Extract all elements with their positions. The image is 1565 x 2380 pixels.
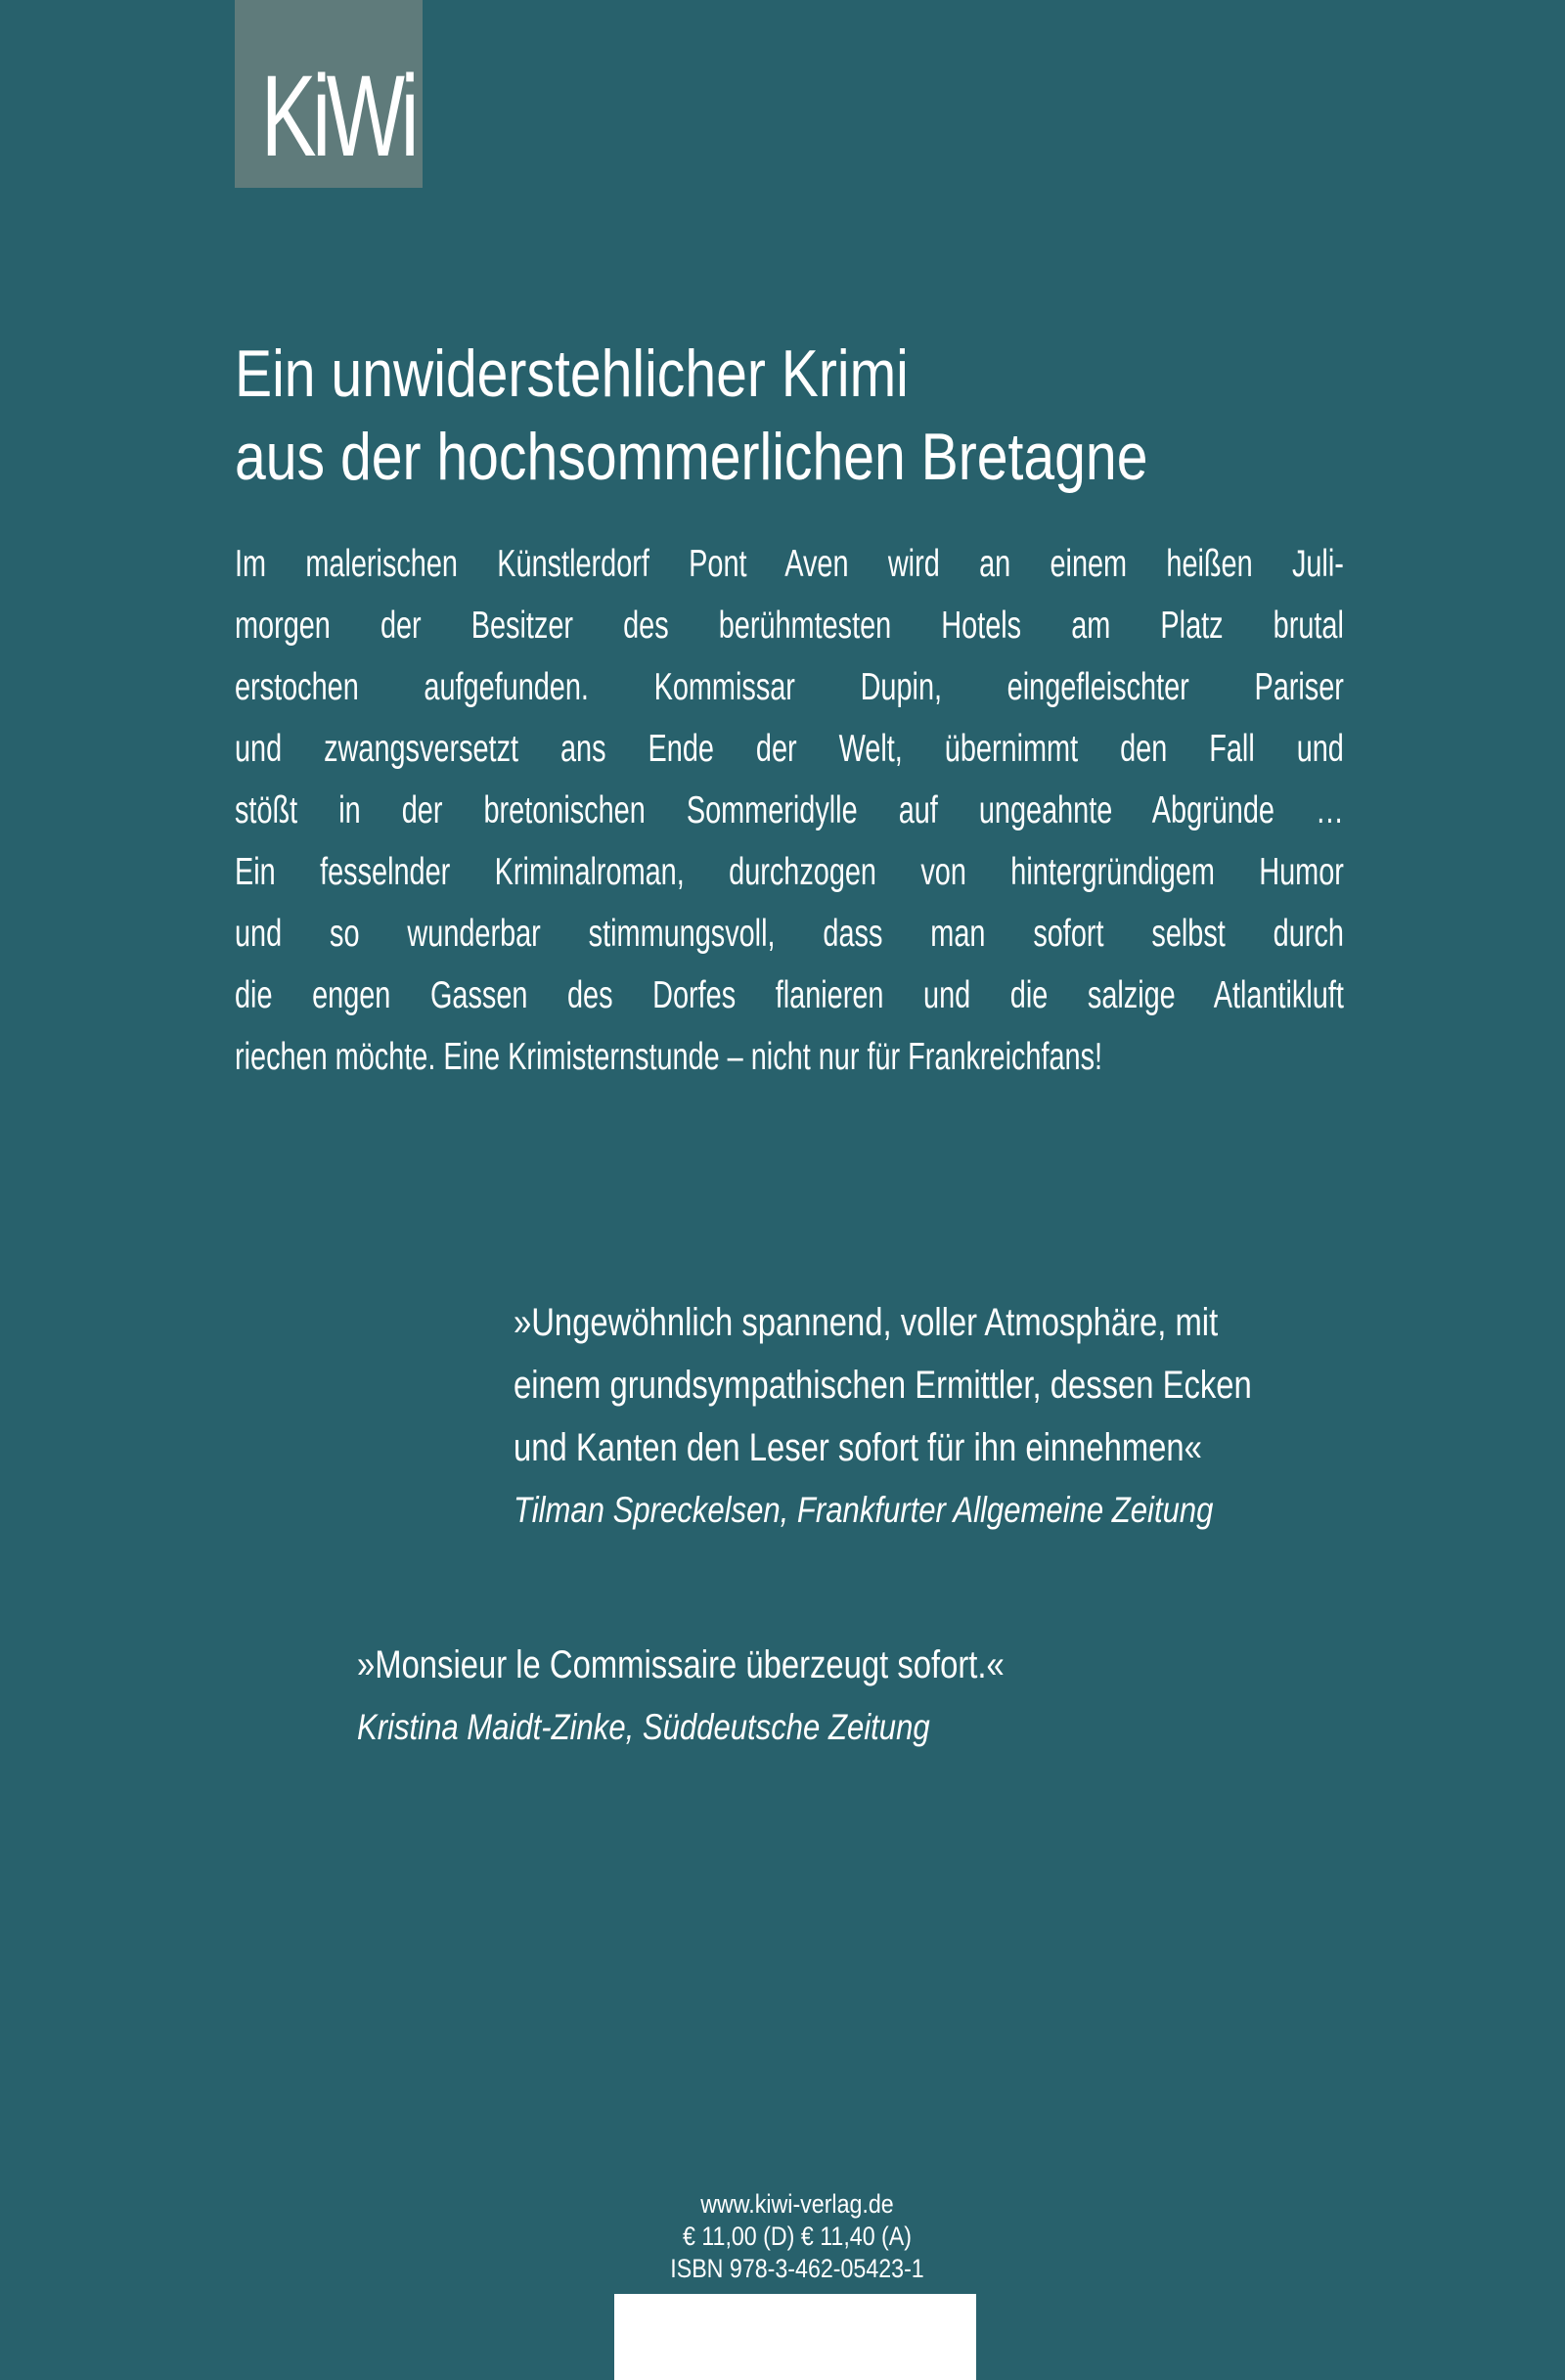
review-quote-1 xyxy=(514,1291,1394,1542)
review-quote-2 xyxy=(357,1634,1335,1759)
blurb-line xyxy=(235,595,1345,656)
blurb-line-text: und zwangsversetzt ans Ende der Welt, übernimmt den Fall und xyxy=(235,728,1344,770)
blurb-line-text: Ein fesselnder Kriminalroman, durchzogen von hintergründigem Humor xyxy=(235,851,1344,893)
blurb-line-text: und so wunderbar stimmungsvoll, dass man sofort selbst durch xyxy=(235,913,1344,955)
blurb-line-text: erstochen aufgefunden. Kommissar Dupin, eingefleischter Pariser xyxy=(235,666,1344,708)
headline xyxy=(235,333,1340,499)
headline-line-1: Ein unwiderstehlicher Krimi xyxy=(235,337,909,411)
blurb-line xyxy=(235,533,1345,595)
quote-line: »Monsieur le Commissaire überzeugt sofort.« xyxy=(357,1643,1005,1686)
blurb-line-text: stößt in der bretonischen Sommeridylle auf ungeahnte Abgründe … xyxy=(235,789,1344,831)
blurb-text xyxy=(235,533,1345,1088)
headline-line-2: aus der hochsommerlichen Bretagne xyxy=(235,420,1148,494)
quote-line: einem grundsympathischen Ermittler, dessen Ecken xyxy=(514,1364,1252,1407)
publisher-logo-text: KiWi xyxy=(260,52,416,181)
quote-source: Tilman Spreckelsen, Frankfurter Allgemeine Zeitung xyxy=(514,1490,1214,1530)
blurb-line xyxy=(235,965,1345,1026)
quote-source: Kristina Maidt-Zinke, Süddeutsche Zeitung xyxy=(357,1707,930,1747)
price-info: € 11,00 (D) € 11,40 (A) xyxy=(682,2222,913,2251)
blurb-line-text: Im malerischen Künstlerdorf Pont Aven wird an einem heißen Juli- xyxy=(235,543,1344,585)
blurb-line xyxy=(235,903,1345,965)
blurb-line-text: die engen Gassen des Dorfes flanieren und die salzige Atlantikluft xyxy=(235,974,1344,1016)
blurb-line xyxy=(235,780,1345,841)
blurb-line xyxy=(235,841,1345,903)
publisher-logo xyxy=(235,0,423,188)
quote-line: »Ungewöhnlich spannend, voller Atmosphäre, mit xyxy=(514,1301,1219,1344)
blurb-line xyxy=(235,718,1345,780)
blurb-line-text: riechen möchte. Eine Krimisternstunde – nicht nur für Frankreichfans! xyxy=(235,1036,1103,1078)
blurb-line-text: morgen der Besitzer des berühmtesten Hotels am Platz brutal xyxy=(235,605,1344,647)
blurb-line xyxy=(235,656,1345,718)
publisher-footer xyxy=(606,2188,988,2285)
website-url: www.kiwi-verlag.de xyxy=(700,2189,894,2219)
quote-line: und Kanten den Leser sofort für ihn einnehmen« xyxy=(514,1426,1202,1469)
isbn: ISBN 978-3-462-05423-1 xyxy=(670,2254,924,2283)
barcode-area xyxy=(614,2294,976,2380)
blurb-line xyxy=(235,1026,1345,1088)
